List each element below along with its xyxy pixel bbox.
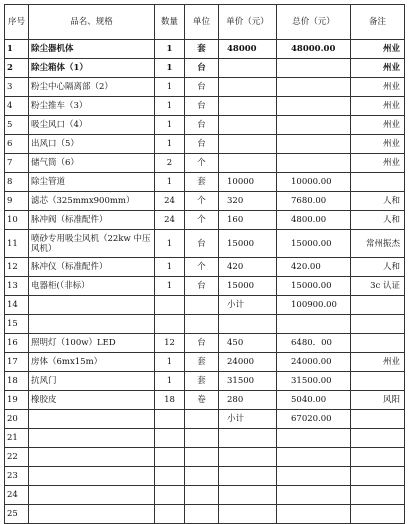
item-quantity: 1 (155, 173, 185, 192)
item-unit-price (219, 448, 277, 467)
item-note: 州业 (351, 135, 405, 154)
table-row (5, 296, 405, 315)
item-name: 储气筒（6） (29, 154, 155, 173)
row-number: 3 (5, 78, 29, 97)
table-row (5, 467, 405, 486)
item-total-price: 420.00 (277, 258, 351, 277)
table-row (5, 211, 405, 230)
item-note: 州业 (351, 78, 405, 97)
table-row (5, 448, 405, 467)
item-unit-price: 10000 (219, 173, 277, 192)
item-name (29, 410, 155, 429)
item-unit (185, 467, 219, 486)
item-note: 风阳 (351, 391, 405, 410)
item-quantity (155, 429, 185, 448)
item-quantity: 1 (155, 116, 185, 135)
item-name: 粉尘中心隔离部（2） (29, 78, 155, 97)
row-number: 18 (5, 372, 29, 391)
table-body (5, 40, 405, 524)
row-number: 1 (5, 40, 29, 59)
table-row (5, 135, 405, 154)
row-number: 20 (5, 410, 29, 429)
row-number: 2 (5, 59, 29, 78)
item-quantity: 18 (155, 391, 185, 410)
item-note: 州业 (351, 97, 405, 116)
item-quantity (155, 296, 185, 315)
item-unit-price (219, 116, 277, 135)
header-qty: 数量 (155, 5, 185, 40)
item-unit-price (219, 467, 277, 486)
header-row (5, 5, 405, 40)
item-quantity (155, 410, 185, 429)
item-unit-price: 48000 (219, 40, 277, 59)
row-number: 13 (5, 277, 29, 296)
item-note (351, 467, 405, 486)
item-unit-price: 31500 (219, 372, 277, 391)
item-quantity (155, 448, 185, 467)
item-name (29, 429, 155, 448)
item-quantity (155, 486, 185, 505)
item-unit: 台 (185, 59, 219, 78)
item-note: 州业 (351, 40, 405, 59)
item-total-price: 48000.00 (277, 40, 351, 59)
item-total-price: 31500.00 (277, 372, 351, 391)
item-unit (185, 505, 219, 524)
item-unit-price (219, 505, 277, 524)
item-name: 脉冲仪（标准配件） (29, 258, 155, 277)
item-name: 抗风门 (29, 372, 155, 391)
item-unit: 个 (185, 258, 219, 277)
row-number: 10 (5, 211, 29, 230)
item-name (29, 505, 155, 524)
quotation-table (4, 4, 405, 524)
table-row (5, 391, 405, 410)
item-unit: 卷 (185, 391, 219, 410)
row-number: 12 (5, 258, 29, 277)
header-no: 序号 (5, 5, 29, 40)
item-unit: 套 (185, 173, 219, 192)
item-note (351, 296, 405, 315)
item-name (29, 448, 155, 467)
table-row (5, 258, 405, 277)
item-total-price (277, 467, 351, 486)
header-total: 总价（元） (277, 5, 351, 40)
item-unit: 台 (185, 334, 219, 353)
item-quantity: 1 (155, 59, 185, 78)
item-name: 除尘管道 (29, 173, 155, 192)
item-note (351, 486, 405, 505)
item-total-price: 10000.00 (277, 173, 351, 192)
item-name: 除尘器机体 (29, 40, 155, 59)
item-note: 人和 (351, 258, 405, 277)
item-unit: 套 (185, 40, 219, 59)
item-unit: 台 (185, 230, 219, 258)
item-quantity: 12 (155, 334, 185, 353)
item-note: 3c 认证 (351, 277, 405, 296)
item-name: 照明灯（100w）LED (29, 334, 155, 353)
item-unit: 台 (185, 135, 219, 154)
item-total-price (277, 154, 351, 173)
table-row (5, 40, 405, 59)
item-unit: 台 (185, 78, 219, 97)
item-total-price (277, 116, 351, 135)
item-name: 出风口（5） (29, 135, 155, 154)
row-number: 17 (5, 353, 29, 372)
row-number: 6 (5, 135, 29, 154)
item-unit-price: 420 (219, 258, 277, 277)
item-quantity (155, 467, 185, 486)
item-unit-price: 小计 (219, 296, 277, 315)
table-row (5, 353, 405, 372)
item-note: 人和 (351, 211, 405, 230)
table-row (5, 192, 405, 211)
item-total-price: 4800.00 (277, 211, 351, 230)
item-quantity: 1 (155, 135, 185, 154)
item-note: 州业 (351, 59, 405, 78)
header-unit: 单位 (185, 5, 219, 40)
item-unit-price: 160 (219, 211, 277, 230)
row-number: 16 (5, 334, 29, 353)
item-unit-price: 280 (219, 391, 277, 410)
item-unit (185, 315, 219, 334)
item-name: 喷砂专用吸尘风机（22kw 中压风机） (29, 230, 155, 258)
item-unit: 台 (185, 116, 219, 135)
row-number: 5 (5, 116, 29, 135)
item-name: 除尘箱体（1） (29, 59, 155, 78)
item-total-price (277, 135, 351, 154)
item-unit: 套 (185, 353, 219, 372)
row-number: 9 (5, 192, 29, 211)
item-note (351, 315, 405, 334)
item-note: 州业 (351, 154, 405, 173)
item-quantity (155, 315, 185, 334)
item-unit (185, 296, 219, 315)
item-quantity: 1 (155, 258, 185, 277)
item-unit: 个 (185, 192, 219, 211)
item-quantity: 1 (155, 230, 185, 258)
item-quantity: 1 (155, 277, 185, 296)
item-unit-price (219, 154, 277, 173)
row-number: 21 (5, 429, 29, 448)
item-total-price: 24000.00 (277, 353, 351, 372)
table-row (5, 116, 405, 135)
item-total-price (277, 448, 351, 467)
item-note: 州业 (351, 116, 405, 135)
row-number: 7 (5, 154, 29, 173)
table-row (5, 277, 405, 296)
item-total-price (277, 429, 351, 448)
item-unit-price: 小计 (219, 410, 277, 429)
item-unit-price (219, 486, 277, 505)
row-number: 23 (5, 467, 29, 486)
table-row (5, 78, 405, 97)
item-unit-price (219, 97, 277, 116)
item-quantity: 24 (155, 192, 185, 211)
item-quantity (155, 505, 185, 524)
item-total-price (277, 315, 351, 334)
item-note: 州业 (351, 353, 405, 372)
item-total-price: 5040.00 (277, 391, 351, 410)
row-number: 25 (5, 505, 29, 524)
item-quantity: 2 (155, 154, 185, 173)
item-unit-price: 320 (219, 192, 277, 211)
item-unit-price: 24000 (219, 353, 277, 372)
row-number: 8 (5, 173, 29, 192)
item-total-price (277, 59, 351, 78)
row-number: 4 (5, 97, 29, 116)
table-row (5, 429, 405, 448)
item-unit-price: 450 (219, 334, 277, 353)
item-unit (185, 486, 219, 505)
item-name: 脉冲阀（标准配件） (29, 211, 155, 230)
item-name (29, 315, 155, 334)
item-total-price (277, 486, 351, 505)
table-row (5, 505, 405, 524)
item-total-price: 6480．00 (277, 334, 351, 353)
item-quantity: 1 (155, 97, 185, 116)
item-total-price: 100900.00 (277, 296, 351, 315)
item-unit: 套 (185, 372, 219, 391)
table-row (5, 97, 405, 116)
item-unit: 台 (185, 97, 219, 116)
header-price: 单价（元） (219, 5, 277, 40)
item-quantity: 1 (155, 372, 185, 391)
item-total-price: 15000.00 (277, 230, 351, 258)
item-name (29, 467, 155, 486)
item-unit: 个 (185, 154, 219, 173)
item-unit-price (219, 429, 277, 448)
item-note (351, 429, 405, 448)
row-number: 19 (5, 391, 29, 410)
item-name (29, 486, 155, 505)
item-unit: 台 (185, 277, 219, 296)
table-row (5, 486, 405, 505)
item-note (351, 410, 405, 429)
item-unit-price: 15000 (219, 230, 277, 258)
table-row (5, 410, 405, 429)
item-quantity: 1 (155, 353, 185, 372)
item-unit (185, 448, 219, 467)
item-name: 电器柜(（非标） (29, 277, 155, 296)
item-total-price (277, 505, 351, 524)
row-number: 22 (5, 448, 29, 467)
table-row (5, 372, 405, 391)
item-note (351, 372, 405, 391)
item-total-price (277, 97, 351, 116)
table-row (5, 59, 405, 78)
table-row (5, 315, 405, 334)
item-total-price (277, 78, 351, 97)
table-row (5, 334, 405, 353)
item-unit: 个 (185, 211, 219, 230)
item-unit-price (219, 135, 277, 154)
item-unit-price: 15000 (219, 277, 277, 296)
item-quantity: 1 (155, 40, 185, 59)
item-name: 橡胶皮 (29, 391, 155, 410)
item-note (351, 448, 405, 467)
item-name: 吸尘风口（4） (29, 116, 155, 135)
item-note (351, 334, 405, 353)
item-unit-price (219, 315, 277, 334)
item-name: 房体（6mx15m） (29, 353, 155, 372)
row-number: 24 (5, 486, 29, 505)
item-name: 粉尘推车（3） (29, 97, 155, 116)
item-unit-price (219, 59, 277, 78)
table-row (5, 173, 405, 192)
table-row (5, 230, 405, 258)
item-quantity: 24 (155, 211, 185, 230)
item-note (351, 505, 405, 524)
row-number: 14 (5, 296, 29, 315)
item-unit-price (219, 78, 277, 97)
item-unit (185, 410, 219, 429)
table-row (5, 154, 405, 173)
item-note (351, 173, 405, 192)
row-number: 11 (5, 230, 29, 258)
item-unit (185, 429, 219, 448)
item-quantity: 1 (155, 78, 185, 97)
item-note: 常州振杰 (351, 230, 405, 258)
header-name: 品名、规格 (29, 5, 155, 40)
item-note: 人和 (351, 192, 405, 211)
item-name (29, 296, 155, 315)
row-number: 15 (5, 315, 29, 334)
item-total-price: 15000.00 (277, 277, 351, 296)
header-note: 备注 (351, 5, 405, 40)
item-total-price: 7680.00 (277, 192, 351, 211)
item-total-price: 67020.00 (277, 410, 351, 429)
item-name: 滤芯（325mmx900mm） (29, 192, 155, 211)
